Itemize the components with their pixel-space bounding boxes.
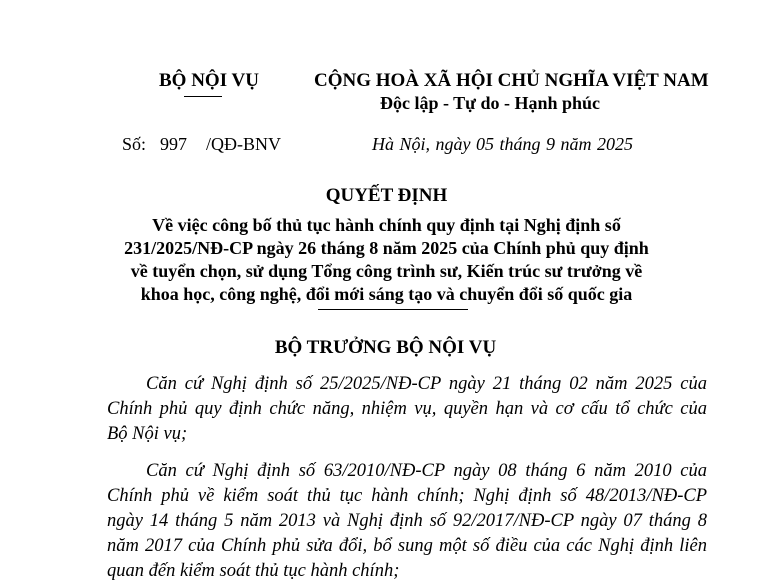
- paragraph-line: quan đến kiểm soát thủ tục hành chính;: [107, 561, 400, 581]
- paragraph-line: Căn cứ Nghị định số 25/2025/NĐ-CP ngày 21 tháng 02 năm 2025 của: [146, 374, 707, 394]
- subject-line: khoa học, công nghệ, đổi mới sáng tạo và chuyển đổi số quốc gia: [140, 284, 633, 304]
- preamble-paragraph: [107, 459, 707, 583]
- subject-line: về tuyển chọn, sử dụng Tổng công trình sư, Kiến trúc sư trưởng về: [130, 261, 643, 281]
- national-motto: Độc lập - Tự do - Hạnh phúc: [380, 93, 601, 113]
- paragraph-line: Chính phủ quy định chức năng, nhiệm vụ, quyền hạn và cơ cấu tổ chức của: [107, 399, 707, 419]
- issuing-authority: BỘ TRƯỞNG BỘ NỘI VỤ: [274, 337, 497, 358]
- paragraph-line: Bộ Nội vụ;: [107, 424, 188, 444]
- decision-subject: [0, 214, 777, 306]
- decision-title: QUYẾT ĐỊNH: [325, 185, 448, 206]
- document-number-label: Số:: [122, 134, 147, 154]
- document-number: 997: [160, 134, 187, 154]
- place-and-date: Hà Nội, ngày 05 tháng 9 năm 2025: [372, 134, 633, 154]
- ministry-name: BỘ NỘI VỤ: [159, 70, 259, 91]
- paragraph-line: năm 2017 của Chính phủ sửa đổi, bổ sung một số điều của các Nghị định liên: [107, 536, 707, 556]
- ministry-underline: [184, 96, 222, 97]
- subject-line: 231/2025/NĐ-CP ngày 26 tháng 8 năm 2025 của Chính phủ quy định: [124, 238, 649, 258]
- subject-underline: [318, 309, 468, 310]
- paragraph-line: Căn cứ Nghị định số 63/2010/NĐ-CP ngày 08 tháng 6 năm 2010 của: [146, 461, 707, 481]
- subject-line: Về việc công bố thủ tục hành chính quy định tại Nghị định số: [152, 215, 621, 235]
- paragraph-line: ngày 14 tháng 5 năm 2013 và Nghị định số 92/2017/NĐ-CP ngày 07 tháng 8: [107, 511, 707, 531]
- republic-name: CỘNG HOÀ XÃ HỘI CHỦ NGHĨA VIỆT NAM: [314, 70, 709, 91]
- preamble-paragraph: [107, 372, 707, 447]
- paragraph-line: Chính phủ về kiểm soát thủ tục hành chính; Nghị định số 48/2013/NĐ-CP: [107, 486, 707, 506]
- document-number-suffix: /QĐ-BNV: [206, 134, 281, 154]
